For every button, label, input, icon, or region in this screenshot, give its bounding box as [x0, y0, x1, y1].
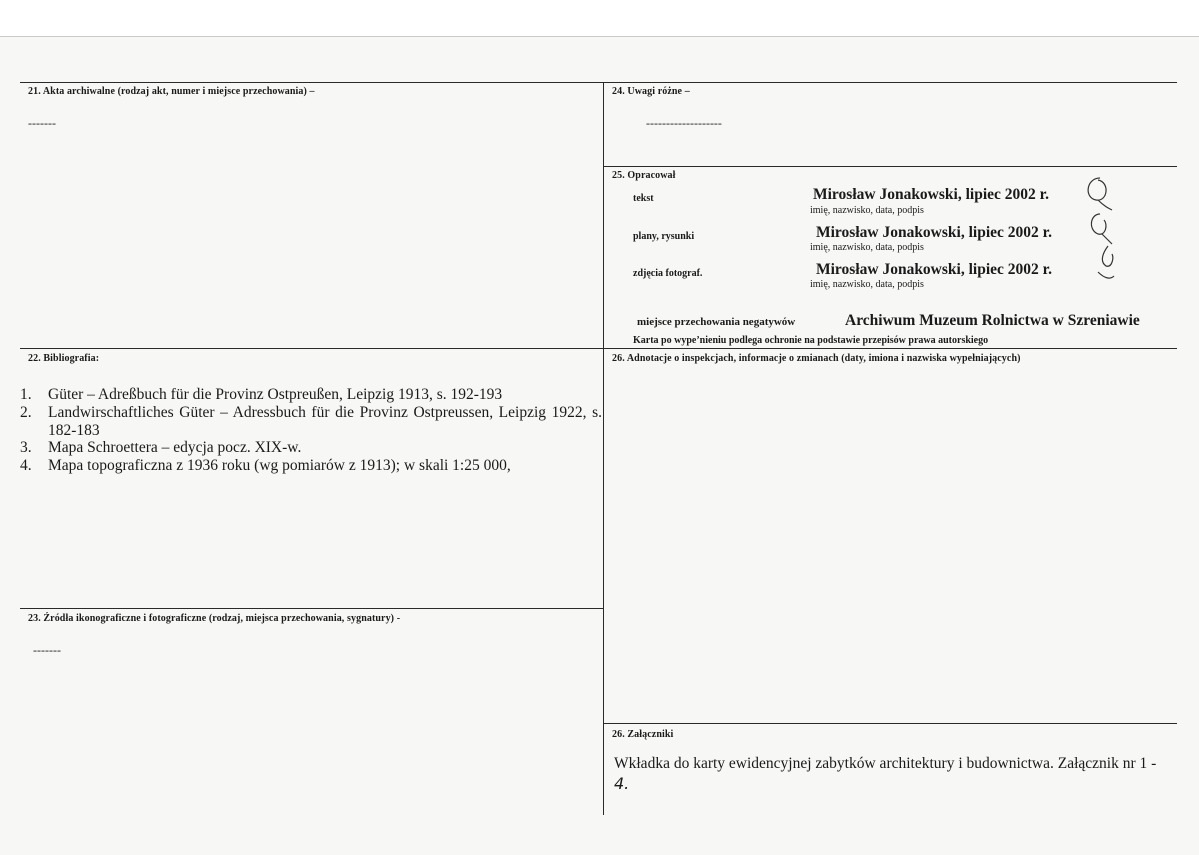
- list-item: 4. Mapa topograficzna z 1936 roku (wg pomiarów z 1913); w skali 1:25 000,: [20, 457, 511, 475]
- section-22-label: 22. Bibliografia:: [28, 353, 100, 364]
- frame-top-rule: [20, 82, 1177, 83]
- bibliography-entry: Güter – Adreßbuch für die Provinz Ostpreußen, Leipzig 1913, s. 192-193: [48, 386, 503, 403]
- attachments-number-handwritten: 4.: [614, 774, 630, 793]
- section-24-value: -------------------: [646, 116, 722, 130]
- list-item: 3. Mapa Schroettera – edycja pocz. XIX-w.: [20, 439, 302, 457]
- bibliography-entry: Mapa topograficzna z 1936 roku (wg pomiarów z 1913); w skali 1:25 000,: [48, 457, 511, 475]
- handwritten-signature-icon: [1078, 168, 1128, 280]
- section-21-value: -------: [28, 116, 56, 130]
- rule-26-attach: [603, 723, 1177, 724]
- section-23-label: 23. Źródła ikonograficzne i fotograficzne (rodzaj, miejsca przechowania, sygnatury) -: [28, 613, 401, 624]
- attachments-description: Wkładka do karty ewidencyjnej zabytków architektury i budownictwa. Załącznik nr 1 -: [614, 755, 1157, 772]
- negatives-label: miejsce przechowania negatywów: [637, 316, 796, 328]
- author-name-text: Mirosław Jonakowski, lipiec 2002 r.: [813, 186, 1049, 203]
- rule-24-25: [603, 166, 1177, 167]
- attachments-text: [614, 754, 1174, 795]
- author-role-photos: zdjęcia fotograf.: [633, 268, 703, 279]
- list-item: 2. Landwirschaftliches Güter – Adressbuch für die Provinz Ostpreussen, Leipzig 1922, s. 182-183: [20, 403, 602, 439]
- copyright-note: Karta po wype’nieniu podlega ochronie na podstawie przepisów prawa autorskiego: [633, 335, 989, 346]
- section-25-label: 25. Opracował: [612, 170, 676, 181]
- rule-21-22: [20, 348, 1177, 349]
- fold-line: [0, 36, 1199, 37]
- list-item: 1. Güter – Adreßbuch für die Provinz Ostpreußen, Leipzig 1913, s. 192-193: [20, 386, 503, 403]
- section-21-label: 21. Akta archiwalne (rodzaj akt, numer i miejsce przechowania) –: [28, 86, 315, 97]
- section-26-annotations-label: 26. Adnotacje o inspekcjach, informacje o zmianach (daty, imiona i nazwiska wypełniających): [612, 353, 1021, 364]
- bibliography-list: [20, 386, 602, 475]
- top-margin: [0, 0, 1199, 36]
- section-26-attachments-label: 26. Załączniki: [612, 729, 674, 740]
- column-divider: [603, 82, 604, 815]
- author-name-photos: Mirosław Jonakowski, lipiec 2002 r.: [816, 261, 1052, 278]
- author-name-plans: Mirosław Jonakowski, lipiec 2002 r.: [816, 224, 1052, 241]
- author-role-plans: plany, rysunki: [633, 231, 695, 242]
- rule-22-23: [20, 608, 603, 609]
- negatives-value: Archiwum Muzeum Rolnictwa w Szreniawie: [845, 312, 1140, 329]
- bibliography-entry: Landwirschaftliches Güter – Adressbuch für die Provinz Ostpreussen, Leipzig 1922, s. 182-183: [48, 403, 602, 439]
- author-caption-text: imię, nazwisko, data, podpis: [810, 205, 924, 216]
- author-role-text: tekst: [633, 193, 654, 204]
- section-23-value: -------: [33, 643, 61, 657]
- author-caption-plans: imię, nazwisko, data, podpis: [810, 242, 924, 253]
- section-24-label: 24. Uwagi różne –: [612, 86, 690, 97]
- author-caption-photos: imię, nazwisko, data, podpis: [810, 279, 924, 290]
- bibliography-entry: Mapa Schroettera – edycja pocz. XIX-w.: [48, 439, 302, 457]
